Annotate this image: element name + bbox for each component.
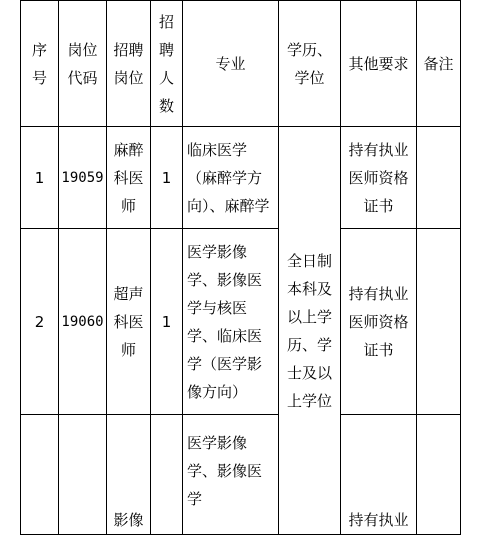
table-row xyxy=(21,415,461,535)
cell-seq: 2 xyxy=(21,229,59,415)
cell-major: 医学影像学、影像医学与核医学、临床医学（医学影像方向） xyxy=(183,229,279,415)
cell-seq xyxy=(21,415,59,535)
table-header-row xyxy=(21,1,461,127)
cell-post: 影像 xyxy=(107,415,151,535)
recruitment-table xyxy=(20,0,461,535)
cell-other: 持有执业医师资格证书 xyxy=(341,127,417,229)
table-row xyxy=(21,229,461,415)
cell-other: 持有执业医师资格证书 xyxy=(341,229,417,415)
cell-code: 19060 xyxy=(59,229,107,415)
cell-post: 超声科医师 xyxy=(107,229,151,415)
cell-num: 1 xyxy=(151,127,183,229)
cell-code xyxy=(59,415,107,535)
header-note: 备注 xyxy=(417,1,461,127)
cell-note xyxy=(417,415,461,535)
table-row xyxy=(21,127,461,229)
cell-major: 医学影像学、影像医学 xyxy=(183,415,279,535)
cell-post: 麻醉科医师 xyxy=(107,127,151,229)
header-seq: 序号 xyxy=(21,1,59,127)
header-num: 招聘人数 xyxy=(151,1,183,127)
cell-note xyxy=(417,127,461,229)
cell-major: 临床医学（麻醉学方向）、麻醉学 xyxy=(183,127,279,229)
header-edu: 学历、学位 xyxy=(279,1,341,127)
cell-note xyxy=(417,229,461,415)
cell-other: 持有执业 xyxy=(341,415,417,535)
header-post: 招聘岗位 xyxy=(107,1,151,127)
header-other: 其他要求 xyxy=(341,1,417,127)
cell-seq: 1 xyxy=(21,127,59,229)
header-major: 专业 xyxy=(183,1,279,127)
cell-num xyxy=(151,415,183,535)
cell-edu-shared: 全日制本科及以上学历、学士及以上学位 xyxy=(279,127,341,535)
cell-code: 19059 xyxy=(59,127,107,229)
header-code: 岗位代码 xyxy=(59,1,107,127)
cell-num: 1 xyxy=(151,229,183,415)
